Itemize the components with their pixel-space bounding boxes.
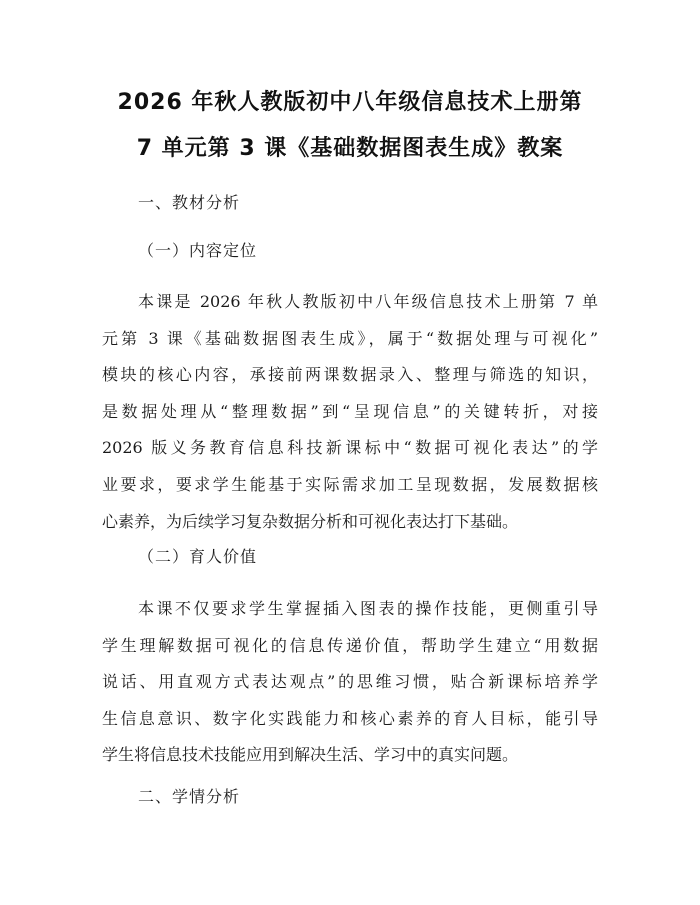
paragraph-line: 学生理解数据可视化的信息传递价值，帮助学生建立“用数据 (102, 635, 598, 655)
document-title-line-1: 2026 年秋人教版初中八年级信息技术上册第 (117, 90, 583, 115)
paragraph-line: 说话、用直观方式表达观点”的思维习惯，贴合新课标培养学 (102, 672, 598, 692)
paragraph-line: 是数据处理从“整理数据”到“呈现信息”的关键转折，对接 (102, 401, 598, 421)
paragraph-line: 2026 版义务教育信息科技新课标中“数据可视化表达”的学 (102, 438, 598, 458)
paragraph-line: 学生将信息技术技能应用到解决生活、学习中的真实问题。 (102, 745, 519, 765)
paragraph-line: 生信息意识、数字化实践能力和核心素养的育人目标，能引导 (102, 708, 598, 728)
paragraph-line: 模块的核心内容，承接前两课数据录入、整理与筛选的知识， (102, 365, 598, 385)
paragraph-line: 元第 3 课《基础数据图表生成》，属于“数据处理与可视化” (102, 328, 598, 348)
paragraph-line: 本课是 2026 年秋人教版初中八年级信息技术上册第 7 单 (138, 292, 598, 311)
subsection-heading-educational-value: （二）育人价值 (138, 547, 258, 566)
paragraph-line: 本课不仅要求学生掌握插入图表的操作技能，更侧重引导 (138, 599, 598, 618)
subsection-heading-content-positioning: （一）内容定位 (138, 241, 258, 260)
paragraph-line: 心素养，为后续学习复杂数据分析和可视化表达打下基础。 (102, 511, 519, 531)
section-heading-textbook-analysis: 一、教材分析 (138, 193, 241, 212)
paragraph-content-positioning (102, 284, 598, 540)
paragraph-line: 业要求，要求学生能基于实际需求加工呈现数据，发展数据核 (102, 474, 598, 494)
document-title-line-2: 7 单元第 3 课《基础数据图表生成》教案 (136, 136, 564, 161)
paragraph-educational-value (102, 591, 598, 774)
section-heading-student-analysis: 二、学情分析 (138, 787, 241, 806)
